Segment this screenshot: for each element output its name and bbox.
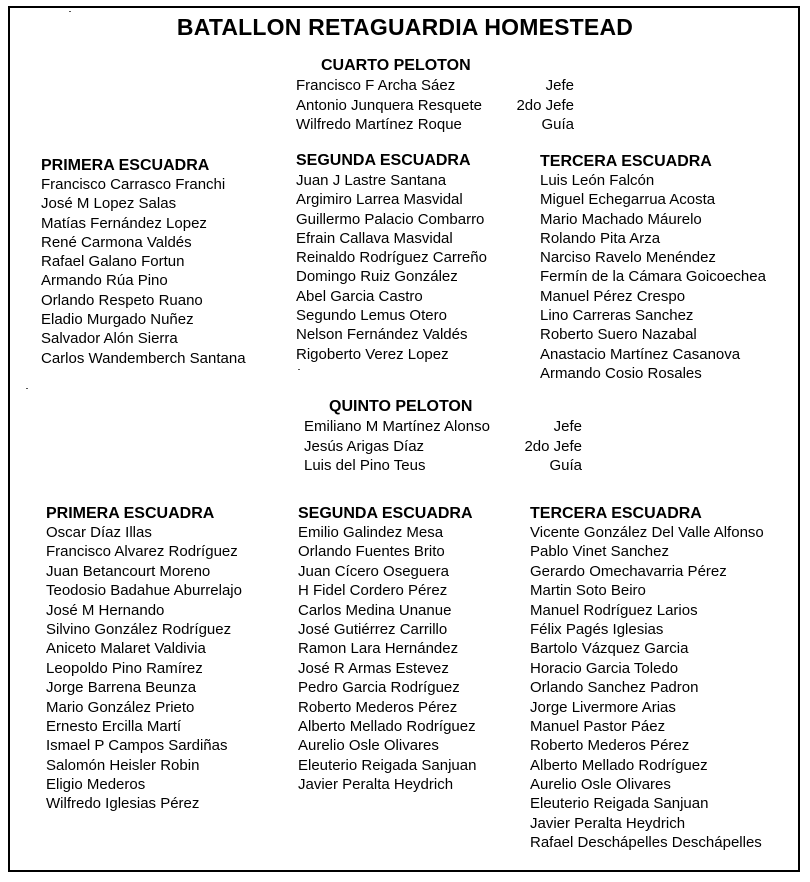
member-name: Alberto Mellado Rodríguez	[530, 756, 708, 774]
scan-speck	[69, 11, 71, 12]
member-name: Eladio Murgado Nuñez	[41, 311, 194, 329]
quinto-segunda-heading: SEGUNDA ESCUADRA	[298, 505, 473, 522]
leader-role: Guía	[541, 116, 574, 134]
member-name: Nelson Fernández Valdés	[296, 326, 468, 344]
member-name: José M Lopez Salas	[41, 195, 177, 213]
leader-role: Jefe	[553, 418, 582, 435]
leader-role: 2do Jefe	[516, 96, 574, 114]
member-name: Javier Peralta Heydrich	[530, 814, 686, 832]
member-name: Eleuterio Reigada Sanjuan	[530, 795, 709, 813]
member-name: José M Hernando	[46, 601, 165, 619]
page-title: BATALLON RETAGUARDIA HOMESTEAD	[176, 14, 634, 40]
member-name: Roberto Mederos Pérez	[530, 737, 690, 755]
member-name: Efrain Callava Masvidal	[296, 229, 453, 247]
leader-role: Guía	[549, 457, 582, 475]
member-name: Reinaldo Rodríguez Carreño	[296, 249, 487, 267]
member-name: René Carmona Valdés	[41, 233, 192, 251]
member-name: Rafael Deschápelles Deschápelles	[530, 834, 762, 852]
scan-speck	[26, 388, 28, 389]
member-name: Ramon Lara Hernández	[298, 640, 459, 658]
member-name: Horacio Garcia Toledo	[530, 659, 679, 677]
member-name: Juan Betancourt Moreno	[46, 562, 211, 580]
member-name: Oscar Díaz Illas	[46, 524, 152, 541]
member-name: Mario González Prieto	[46, 698, 195, 716]
member-name: Orlando Fuentes Brito	[298, 543, 445, 561]
quinto-peloton-heading: QUINTO PELOTON	[329, 398, 473, 415]
member-name: Lino Carreras Sanchez	[540, 307, 694, 325]
member-name: Martin Soto Beiro	[530, 582, 646, 600]
quinto-leaders-roles	[490, 417, 582, 476]
member-name: Eleuterio Reigada Sanjuan	[298, 756, 477, 774]
member-name: Rigoberto Verez Lopez	[296, 345, 449, 363]
member-name: Juan Cícero Oseguera	[298, 562, 449, 580]
member-name: Orlando Sanchez Padron	[530, 679, 699, 697]
member-name: Wilfredo Iglesias Pérez	[46, 795, 200, 813]
quinto-segunda-list	[298, 523, 476, 794]
member-name: Eligio Mederos	[46, 776, 146, 794]
leader-name: Francisco F Archa Sáez	[296, 77, 456, 94]
leader-name: Jesús Arigas Díaz	[304, 437, 425, 455]
member-name: Segundo Lemus Otero	[296, 307, 447, 325]
member-name: Armando Cosio Rosales	[540, 364, 702, 382]
cuarto-peloton-heading: CUARTO PELOTON	[321, 57, 471, 74]
member-name: Javier Peralta Heydrich	[298, 776, 454, 794]
member-name: Juan J Lastre Santana	[296, 172, 447, 189]
leader-role: Jefe	[545, 77, 574, 94]
member-name: Rafael Galano Fortun	[41, 253, 185, 271]
member-name: Salomón Heisler Robin	[46, 756, 200, 774]
member-name: Aurelio Osle Olivares	[298, 737, 439, 755]
member-name: Mario Machado Máurelo	[540, 210, 702, 228]
member-name: Gerardo Omechavarria Pérez	[530, 562, 727, 580]
member-name: Alberto Mellado Rodríguez	[298, 717, 476, 735]
member-name: Fermín de la Cámara Goicoechea	[540, 268, 766, 286]
leader-name: Luis del Pino Teus	[304, 457, 426, 475]
member-name: Aurelio Osle Olivares	[530, 776, 671, 794]
member-name: Manuel Rodríguez Larios	[530, 601, 698, 619]
member-name: Carlos Wandemberch Santana	[41, 349, 246, 367]
quinto-tercera-heading: TERCERA ESCUADRA	[530, 505, 702, 522]
cuarto-tercera-heading: TERCERA ESCUADRA	[540, 153, 712, 170]
member-name: Aniceto Malaret Valdivia	[46, 640, 206, 658]
quinto-primera-list	[46, 523, 242, 814]
member-name: Ernesto Ercilla Martí	[46, 717, 182, 735]
member-name: Ismael P Campos Sardiñas	[46, 737, 228, 755]
cuarto-leaders-names	[296, 76, 482, 135]
quinto-leaders-names	[304, 417, 490, 476]
member-name: Silvino González Rodríguez	[46, 620, 232, 638]
member-name: Carlos Medina Unanue	[298, 601, 452, 619]
member-name: Roberto Mederos Pérez	[298, 698, 458, 716]
leader-name: Emiliano M Martínez Alonso	[304, 418, 490, 435]
cuarto-primera-list	[41, 175, 246, 368]
member-name: Rolando Pita Arza	[540, 229, 661, 247]
leader-role: 2do Jefe	[524, 437, 582, 455]
member-name: Luis León Falcón	[540, 172, 655, 189]
member-name: Pablo Vinet Sanchez	[530, 543, 669, 561]
member-name: Armando Rúa Pino	[41, 272, 168, 290]
member-name: Miguel Echegarrua Acosta	[540, 191, 716, 209]
member-name: Teodosio Badahue Aburrelajo	[46, 582, 242, 600]
member-name: Salvador Alón Sierra	[41, 330, 178, 348]
member-name: Narciso Ravelo Menéndez	[540, 249, 716, 267]
quinto-primera-heading: PRIMERA ESCUADRA	[46, 505, 215, 522]
quinto-tercera-list	[530, 523, 764, 853]
cuarto-segunda-heading: SEGUNDA ESCUADRA	[296, 152, 471, 169]
leader-name: Wilfredo Martínez Roque	[296, 116, 462, 134]
member-name: Jorge Barrena Beunza	[46, 679, 197, 697]
member-name: Bartolo Vázquez Garcia	[530, 640, 689, 658]
member-name: Leopoldo Pino Ramírez	[46, 659, 203, 677]
member-name: Pedro Garcia Rodríguez	[298, 679, 460, 697]
member-name: Argimiro Larrea Masvidal	[296, 191, 463, 209]
cuarto-tercera-list	[540, 171, 766, 383]
member-name: Guillermo Palacio Combarro	[296, 210, 485, 228]
member-name: Abel Garcia Castro	[296, 287, 423, 305]
member-name: Jorge Livermore Arias	[530, 698, 676, 716]
member-name: Domingo Ruiz González	[296, 268, 458, 286]
member-name: Francisco Carrasco Franchi	[41, 176, 226, 193]
cuarto-primera-heading: PRIMERA ESCUADRA	[41, 157, 210, 174]
member-name: Félix Pagés Iglesias	[530, 620, 664, 638]
member-name: Anastacio Martínez Casanova	[540, 345, 741, 363]
member-name: José R Armas Estevez	[298, 659, 449, 677]
member-name: José Gutiérrez Carrillo	[298, 620, 448, 638]
member-name: Orlando Respeto Ruano	[41, 291, 203, 309]
cuarto-segunda-list	[296, 171, 487, 364]
member-name: Francisco Alvarez Rodríguez	[46, 543, 238, 561]
member-name: Roberto Suero Nazabal	[540, 326, 697, 344]
member-name: H Fidel Cordero Pérez	[298, 582, 448, 600]
member-name: Matías Fernández Lopez	[41, 214, 207, 232]
cuarto-leaders-roles	[480, 76, 574, 135]
scan-speck	[298, 369, 300, 370]
leader-name: Antonio Junquera Resquete	[296, 96, 482, 114]
member-name: Vicente González Del Valle Alfonso	[530, 524, 764, 541]
member-name: Emilio Galindez Mesa	[298, 524, 444, 541]
member-name: Manuel Pérez Crespo	[540, 287, 686, 305]
member-name: Manuel Pastor Páez	[530, 717, 666, 735]
